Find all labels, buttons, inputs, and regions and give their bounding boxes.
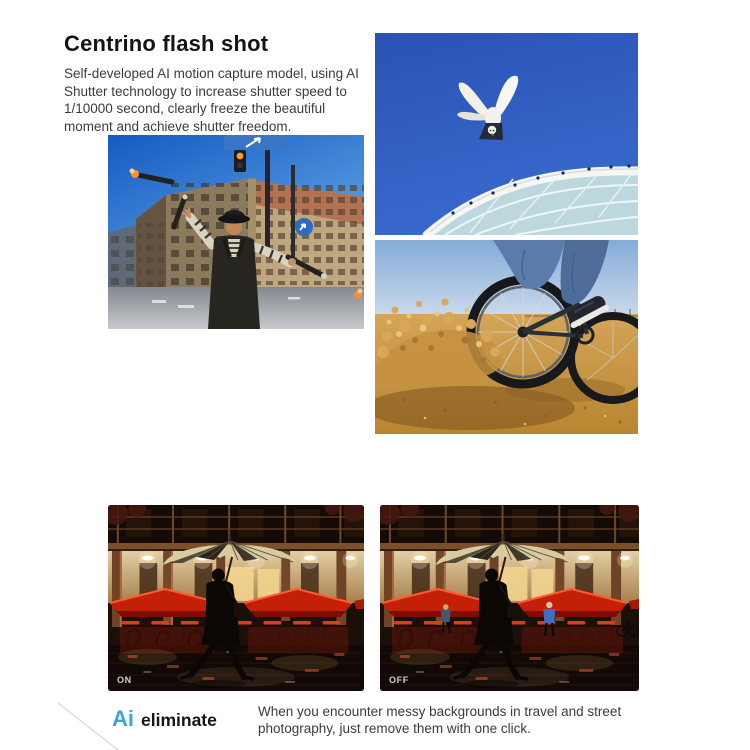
rain-scene-off xyxy=(380,505,639,691)
photo-flying-dove xyxy=(375,33,638,235)
eliminate-title-accent: Ai xyxy=(112,706,134,731)
eliminate-description: When you encounter messy backgrounds in travel and street photography, just remove them with one click. xyxy=(258,704,622,736)
bicycle-illustration xyxy=(375,240,638,434)
off-label: OFF xyxy=(389,675,409,685)
street-performer-illustration xyxy=(108,135,364,329)
photo-rain-off xyxy=(380,505,639,691)
photo-street-performer xyxy=(108,135,364,329)
eliminate-title xyxy=(112,706,217,732)
photo-rain-on xyxy=(108,505,364,691)
on-label: ON xyxy=(117,675,132,685)
eliminate-title-rest: eliminate xyxy=(141,710,217,730)
flash-shot-description: Self-developed AI motion capture model, using AI Shutter technology to increase shutter speed to 1/10000 second, clearly freeze the beautiful moment and achieve shutter freedom. xyxy=(64,66,359,134)
flash-shot-title: Centrino flash shot xyxy=(64,31,269,56)
rain-scene-on xyxy=(108,505,364,691)
photo-bicycle-sand xyxy=(375,240,638,434)
dove-illustration xyxy=(375,33,638,235)
